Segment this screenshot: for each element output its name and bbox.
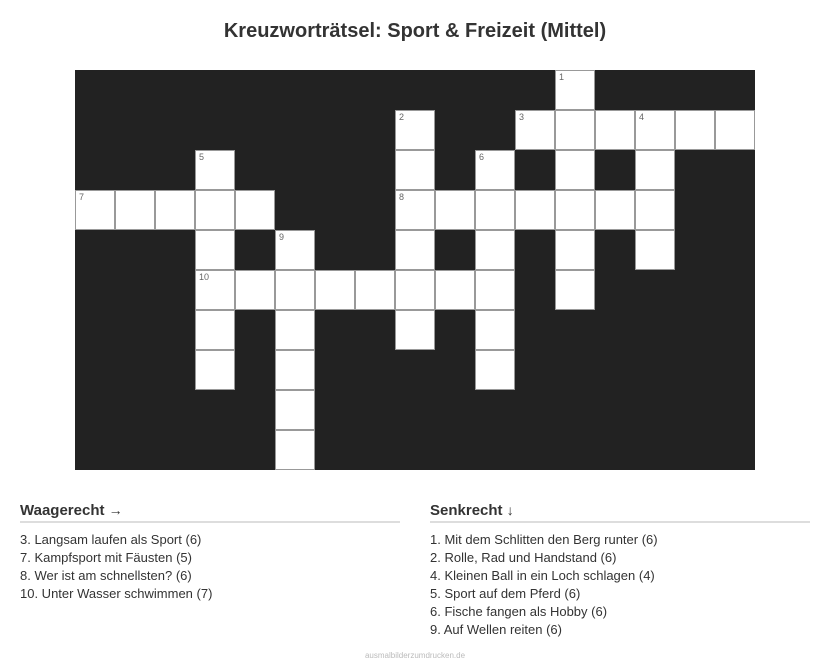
arrow-down-icon: ↓	[506, 502, 514, 518]
across-clue: 7. Kampfsport mit Fäusten (5)	[20, 550, 192, 565]
crossword-cell[interactable]	[555, 110, 595, 150]
crossword-cell[interactable]	[75, 190, 115, 230]
crossword-cell[interactable]	[635, 190, 675, 230]
across-heading-label: Waagerecht	[20, 502, 105, 519]
crossword-cell[interactable]	[435, 270, 475, 310]
crossword-cell[interactable]	[115, 190, 155, 230]
cell-number: 1	[559, 72, 565, 82]
cell-number: 8	[399, 192, 405, 202]
down-heading-label: Senkrecht	[430, 502, 503, 519]
crossword-cell[interactable]	[355, 270, 395, 310]
crossword-cell[interactable]	[275, 310, 315, 350]
down-clues	[430, 502, 810, 639]
cell-number: 9	[279, 232, 285, 242]
crossword-cell[interactable]	[275, 390, 315, 430]
across-clue: 8. Wer ist am schnellsten? (6)	[20, 568, 192, 583]
crossword-cell[interactable]	[475, 350, 515, 390]
crossword-cell[interactable]	[435, 190, 475, 230]
crossword-cell[interactable]	[675, 110, 715, 150]
footer-credit: ausmalbilderzumdrucken.de	[364, 651, 466, 660]
crossword-cell[interactable]	[555, 270, 595, 310]
crossword-cell[interactable]	[195, 310, 235, 350]
crossword-cell[interactable]	[475, 230, 515, 270]
page-title: Kreuzworträtsel: Sport & Freizeit (Mittel)	[223, 20, 607, 42]
down-clue: 9. Auf Wellen reiten (6)	[430, 622, 562, 637]
crossword-cell[interactable]	[315, 270, 355, 310]
crossword-cell[interactable]	[395, 230, 435, 270]
cell-number: 10	[199, 272, 210, 282]
crossword-cell[interactable]	[395, 190, 435, 230]
across-clue: 10. Unter Wasser schwimmen (7)	[20, 586, 213, 601]
across-heading	[20, 502, 400, 523]
crossword-cell[interactable]	[475, 310, 515, 350]
down-clue: 5. Sport auf dem Pferd (6)	[430, 586, 581, 601]
crossword-cell[interactable]	[595, 110, 635, 150]
crossword-cell[interactable]	[555, 190, 595, 230]
crossword-cell[interactable]	[275, 430, 315, 470]
arrow-right-icon: →	[108, 502, 123, 518]
crossword-cell[interactable]	[635, 230, 675, 270]
down-clue: 6. Fische fangen als Hobby (6)	[430, 604, 608, 619]
crossword-cell[interactable]	[195, 150, 235, 190]
crossword-cell[interactable]	[395, 110, 435, 150]
crossword-cell[interactable]	[555, 150, 595, 190]
cell-number: 2	[399, 112, 405, 122]
crossword-cell[interactable]	[155, 190, 195, 230]
down-clue: 1. Mit dem Schlitten den Berg runter (6)	[430, 532, 658, 547]
crossword-cell[interactable]	[475, 150, 515, 190]
crossword-cell[interactable]	[635, 150, 675, 190]
cell-number: 6	[479, 152, 485, 162]
crossword-cell[interactable]	[275, 270, 315, 310]
crossword-cell[interactable]	[195, 190, 235, 230]
crossword-cell[interactable]	[595, 190, 635, 230]
across-clues	[20, 502, 400, 603]
crossword-cell[interactable]	[715, 110, 755, 150]
cell-number: 7	[79, 192, 85, 202]
cell-number: 4	[639, 112, 645, 122]
crossword-cell[interactable]	[275, 350, 315, 390]
crossword-cell[interactable]	[195, 350, 235, 390]
down-heading	[430, 502, 810, 523]
crossword-cell[interactable]	[475, 270, 515, 310]
crossword-cell[interactable]	[475, 190, 515, 230]
crossword-grid	[75, 70, 755, 470]
crossword-cell[interactable]	[195, 270, 235, 310]
crossword-cell[interactable]	[515, 190, 555, 230]
cell-number: 5	[199, 152, 205, 162]
crossword-cell[interactable]	[195, 230, 235, 270]
crossword-cell[interactable]	[555, 230, 595, 270]
crossword-cell[interactable]	[635, 110, 675, 150]
crossword-cell[interactable]	[515, 110, 555, 150]
cell-number: 3	[519, 112, 525, 122]
down-clue: 4. Kleinen Ball in ein Loch schlagen (4)	[430, 568, 655, 583]
crossword-cell[interactable]	[275, 230, 315, 270]
crossword-cell[interactable]	[395, 150, 435, 190]
down-clue: 2. Rolle, Rad und Handstand (6)	[430, 550, 617, 565]
crossword-cell[interactable]	[235, 190, 275, 230]
crossword-cell[interactable]	[235, 270, 275, 310]
across-clue: 3. Langsam laufen als Sport (6)	[20, 532, 202, 547]
crossword-cell[interactable]	[555, 70, 595, 110]
crossword-cell[interactable]	[395, 310, 435, 350]
crossword-cell[interactable]	[395, 270, 435, 310]
